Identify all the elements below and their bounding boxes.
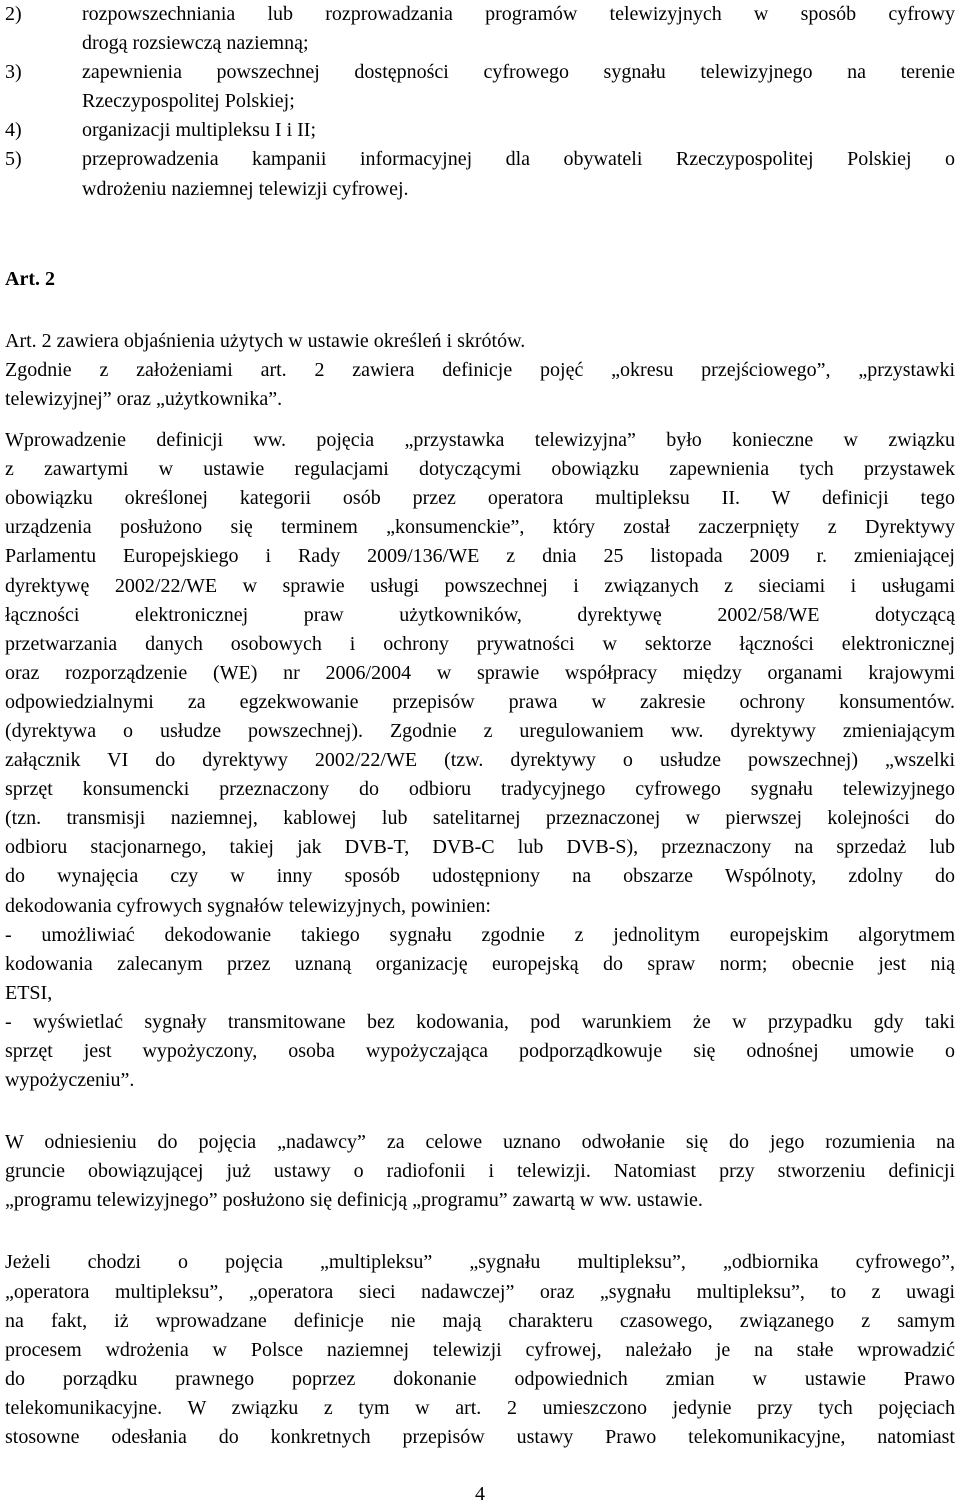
page-number: 4 [475,1483,485,1505]
text-line: telekomunikacyjne. W związku z tym w art. 2 umieszczono jedynie przy tych pojęciach [5,1396,955,1419]
text-line: „operatora multipleksu”, „operatora sieci nadawczej” oraz „sygnału multipleksu”, to z uwagi [5,1280,955,1303]
text-line: telewizyjnej” oraz „użytkownika”. [5,387,283,410]
paragraph-1 [5,327,955,356]
paragraph-3 [5,426,955,1095]
page-body [5,0,955,1452]
paragraph-5 [5,1248,955,1452]
list-item-continuation: drogą rozsiewczą naziemną; [82,32,309,55]
text-line: W odniesieniu do pojęcia „nadawcy” za celowe uznano odwołanie się do jego rozumienia na [5,1131,955,1154]
list-item-text: organizacji multipleksu I i II; [82,119,317,142]
text-line: wypożyczeniu”. [5,1069,135,1092]
list-item [5,0,955,29]
text-line: odpowiedzialnymi za egzekwowanie przepisów prawa w zakresie ochrony konsumentów. [5,690,955,713]
text-line: dyrektywę 2002/22/WE w sprawie usługi powszechnej i związanych z sieciami i usługami [5,574,955,597]
list-item-number: 4) [5,119,22,142]
text-line: ETSI, [5,981,53,1004]
list-item [5,116,955,145]
text-line: do wynajęcia czy w inny sposób udostępniony na obszarze Wspólnoty, zdolny do [5,865,955,888]
text-line: z zawartymi w ustawie regulacjami dotyczącymi obowiązku zapewnienia tych przystawek [5,458,955,481]
text-line: łączności elektronicznej praw użytkowników, dyrektywę 2002/58/WE dotyczącą [5,603,955,626]
text-line: stosowne odesłania do konkretnych przepisów ustawy Prawo telekomunikacyjne, natomiast [5,1426,955,1449]
text-line: Zgodnie z założeniami art. 2 zawiera definicje pojęć „okresu przejściowego”, „przystawki [5,358,955,381]
text-line: (tzn. transmisji naziemnej, kablowej lub satelitarnej przeznaczonej w pierwszej kolejności do [5,807,955,830]
text-line: (dyrektywa o usłudze powszechnej). Zgodnie z uregulowaniem ww. dyrektywy zmieniającym [5,719,955,742]
text-line: dekodowania cyfrowych sygnałów telewizyjnych, powinien: [5,894,491,917]
paragraph-4 [5,1128,955,1215]
text-line: - umożliwiać dekodowanie takiego sygnału zgodnie z jednolitym europejskim algorytmem [5,923,955,946]
text-line: sprzęt konsumencki przeznaczony do odbioru tradycyjnego cyfrowego sygnału telewizyjnego [5,778,955,801]
list-item-number: 5) [5,148,22,171]
text-line: załącznik VI do dyrektywy 2002/22/WE (tzw. dyrektywy o usłudze powszechnej) „wszelki [5,749,955,772]
list-item [5,145,955,174]
text-line: przetwarzania danych osobowych i ochrony prywatności w sektorze łączności elektronicznej [5,632,955,655]
text-line: procesem wdrożenia w Polsce naziemnej telewizji cyfrowej, należało je na stałe wprowadzić [5,1338,955,1361]
text-line: obowiązku określonej kategorii osób przez operatora multipleksu II. W definicji tego [5,487,955,510]
text-line: Art. 2 zawiera objaśnienia użytych w ustawie określeń i skrótów. [5,329,526,352]
text-line: „programu telewizyjnego” posłużono się definicją „programu” zawartą w ww. ustawie. [5,1189,703,1212]
text-line: gruncie obowiązującej już ustawy o radiofonii i telewizji. Natomiast przy stworzeniu definicji [5,1160,955,1183]
text-line: na fakt, iż wprowadzane definicje nie mają charakteru czasowego, związanego z samym [5,1309,955,1332]
list-item-number: 2) [5,3,22,25]
text-line: oraz rozporządzenie (WE) nr 2006/2004 w sprawie współpracy między organami krajowymi [5,661,955,684]
numbered-list [5,0,955,204]
list-item-text: rozpowszechniania lub rozprowadzania programów telewizyjnych w sposób cyfrowy [82,3,955,25]
text-line: Parlamentu Europejskiego i Rady 2009/136/WE z dnia 25 listopada 2009 r. zmieniającej [5,545,955,568]
text-line: urządzenia posłużono się terminem „konsumenckie”, który został zaczerpnięty z Dyrektywy [5,516,955,539]
list-item-text: zapewnienia powszechnej dostępności cyfrowego sygnału telewizyjnego na terenie [82,61,955,84]
text-line: Jeżeli chodzi o pojęcia „multipleksu” „sygnału multipleksu”, „odbiornika cyfrowego”, [5,1251,955,1274]
list-item-number: 3) [5,61,22,84]
list-item-continuation: Rzeczypospolitej Polskiej; [82,90,295,113]
text-line: Wprowadzenie definicji ww. pojęcia „przystawka telewizyjna” było konieczne w związku [5,429,955,452]
text-line: - wyświetlać sygnały transmitowane bez kodowania, pod warunkiem że w przypadku gdy taki [5,1010,955,1033]
article-heading: Art. 2 [5,267,55,290]
text-line: sprzęt jest wypożyczony, osoba wypożyczająca podporządkowuje się odnośnej umowie o [5,1040,955,1062]
text-line: do porządku prawnego poprzez dokonanie odpowiednich zmian w ustawie Prawo [5,1367,955,1390]
list-item [5,58,955,87]
list-item-continuation: wdrożeniu naziemnej telewizji cyfrowej. [82,177,409,200]
text-line: odbioru stacjonarnego, takiej jak DVB-T, DVB-C lub DVB-S), przeznaczony na sprzedaż lub [5,836,955,859]
paragraph-2 [5,356,955,414]
text-line: kodowania zalecanym przez uznaną organizację europejską do spraw norm; obecnie jest nią [5,952,955,975]
list-item-text: przeprowadzenia kampanii informacyjnej dla obywateli Rzeczypospolitej Polskiej o [82,148,955,171]
